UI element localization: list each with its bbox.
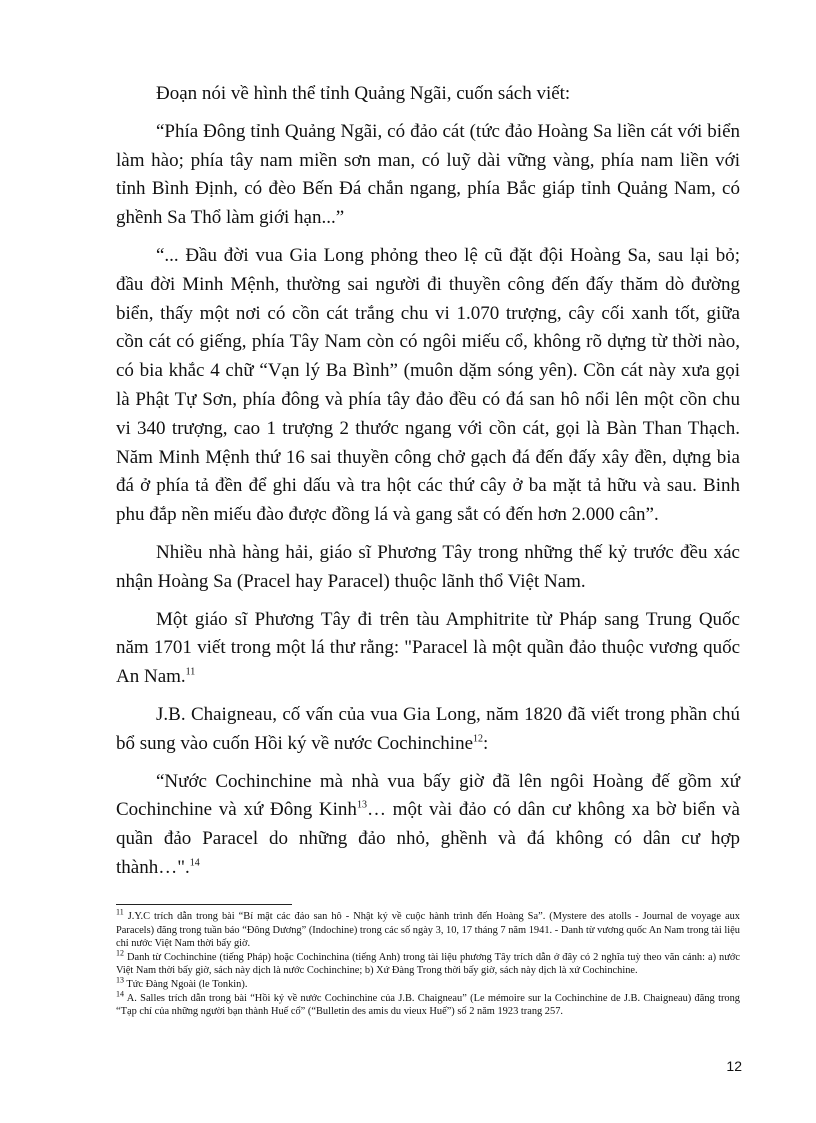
footnote-ref: 14 — [189, 857, 200, 869]
footnote: $^{12}$ Danh từ Cochinchine (tiếng Pháp) hoặc Cochinchina (tiếng Anh) trong tài liệu phương Tây trích dẫn ở đây có 2 nghĩa tuỳ theo văn cảnh: a) nước Việt Nam thời bấy giờ, sách này dịch là nước Cochinchine; b) Xứ Đàng Trong thời bấy giờ, sách này dịch là xứ Cochinchine. — [116, 948, 740, 977]
footnote: $^{14}$ A. Salles trích dẫn trong bài “Hồi ký về nước Cochinchine của J.B. Chaigneau” (Le mémoire sur la Cochinchine de J.B. Chaigneau) đăng trong “Tạp chí của những người bạn thành Huế cổ” (“Bulletin des amis du vieux Huế”) số 2 năm 1923 trang 257. — [116, 989, 740, 1018]
footnote-ref: 12 — [473, 733, 484, 745]
paragraph: J.B. Chaigneau, cố vấn của vua Gia Long, năm 1820 đã viết trong phần chú bổ sung vào cuốn Hồi ký về nước Cochinchine$^{12}$: — [116, 703, 740, 754]
page-number: 12 — [726, 1058, 742, 1074]
footnote: $^{13}$ Tức Đàng Ngoài (le Tonkin). — [116, 975, 248, 990]
quote-paragraph: “Phía Đông tỉnh Quảng Ngãi, có đảo cát (tức đảo Hoàng Sa liền cát với biển làm hào; phía tây nam miền sơn man, có luỹ dài vững vàng, phía nam liền với tỉnh Bình Định, có đèo Bến Đá chắn ngang, phía Bắc giáp tỉnh Quảng Nam, có ghềnh Sa Thổ làm giới hạn...” — [116, 120, 740, 229]
paragraph: Nhiều nhà hàng hải, giáo sĩ Phương Tây trong những thế kỷ trước đều xác nhận Hoàng Sa (Pracel hay Paracel) thuộc lãnh thổ Việt Nam. — [116, 541, 740, 592]
quote-paragraph: “... Đầu đời vua Gia Long phỏng theo lệ cũ đặt đội Hoàng Sa, sau lại bỏ; đầu đời Minh Mệnh, thường sai người đi thuyền công đến đấy thăm dò đường biển, thấy một nơi có cồn cát trắng chu vi 1.070 trượng, cây cối xanh tốt, giữa cồn cát có giếng, phía Tây Nam còn có ngôi miếu cổ, không rõ dựng từ thời nào, có bia khắc 4 chữ “Vạn lý Ba Bình” (muôn dặm sóng yên). Cồn cát này xưa gọi là Phật Tự Sơn, phía đông và phía tây đảo đều có đá san hô nổi lên một cồn chu vi 340 trượng, cao 1 trượng 2 thước ngang với cồn cát, gọi là Bàn Than Thạch. Năm Minh Mệnh thứ 16 sai thuyền công chở gạch đá đến đấy xây đền, dựng bia đá ở phía tả đền để ghi dấu và tra hột các thứ cây ở ba mặt tả hữu và sau. Binh phu đắp nền miếu đào được đồng lá và gang sắt có đến hơn 2.000 cân”. — [116, 244, 740, 526]
footnote-number: 13 — [116, 975, 124, 985]
paragraph: Một giáo sĩ Phương Tây đi trên tàu Amphitrite từ Pháp sang Trung Quốc năm 1701 viết trong một lá thư rằng: "Paracel là một quần đảo thuộc vương quốc An Nam.$^{11}$ — [116, 608, 740, 688]
footnote-ref: 11 — [185, 666, 196, 678]
paragraph: Đoạn nói về hình thể tỉnh Quảng Ngãi, cuốn sách viết: — [156, 83, 571, 104]
footnote-divider — [116, 904, 292, 905]
body-text — [116, 80, 740, 892]
footnote-number: 11 — [116, 907, 124, 917]
footnotes — [116, 907, 740, 1019]
footnote: $^{11}$ J.Y.C trích dẫn trong bài “Bí mật các đảo san hô - Nhật ký về cuộc hành trình đến Hoàng Sa”. (Mystere des atolls - Journal de voyage aux Paracels) đăng trong tuần báo “Đông Dương” (Indochine) trong các số ngày 3, 10, 17 tháng 7 năm 1941. - Danh từ vương quốc An Nam trong tài liệu chỉ nước Việt Nam thời bấy giờ. — [116, 907, 740, 950]
footnote-ref: 13 — [356, 800, 367, 811]
quote-paragraph: “Nước Cochinchine mà nhà vua bấy giờ đã lên ngôi Hoàng đế gồm xứ Cochinchine và xứ Đông Kinh$^{13}$… một vài đảo có dân cư không xa bờ biển và quần đảo Paracel do những đảo nhỏ, ghềnh và đá không có dân cư hợp thành…".$^{14}$ — [116, 770, 740, 878]
footnote-number: 14 — [116, 989, 124, 999]
footnote-number: 12 — [116, 948, 124, 958]
